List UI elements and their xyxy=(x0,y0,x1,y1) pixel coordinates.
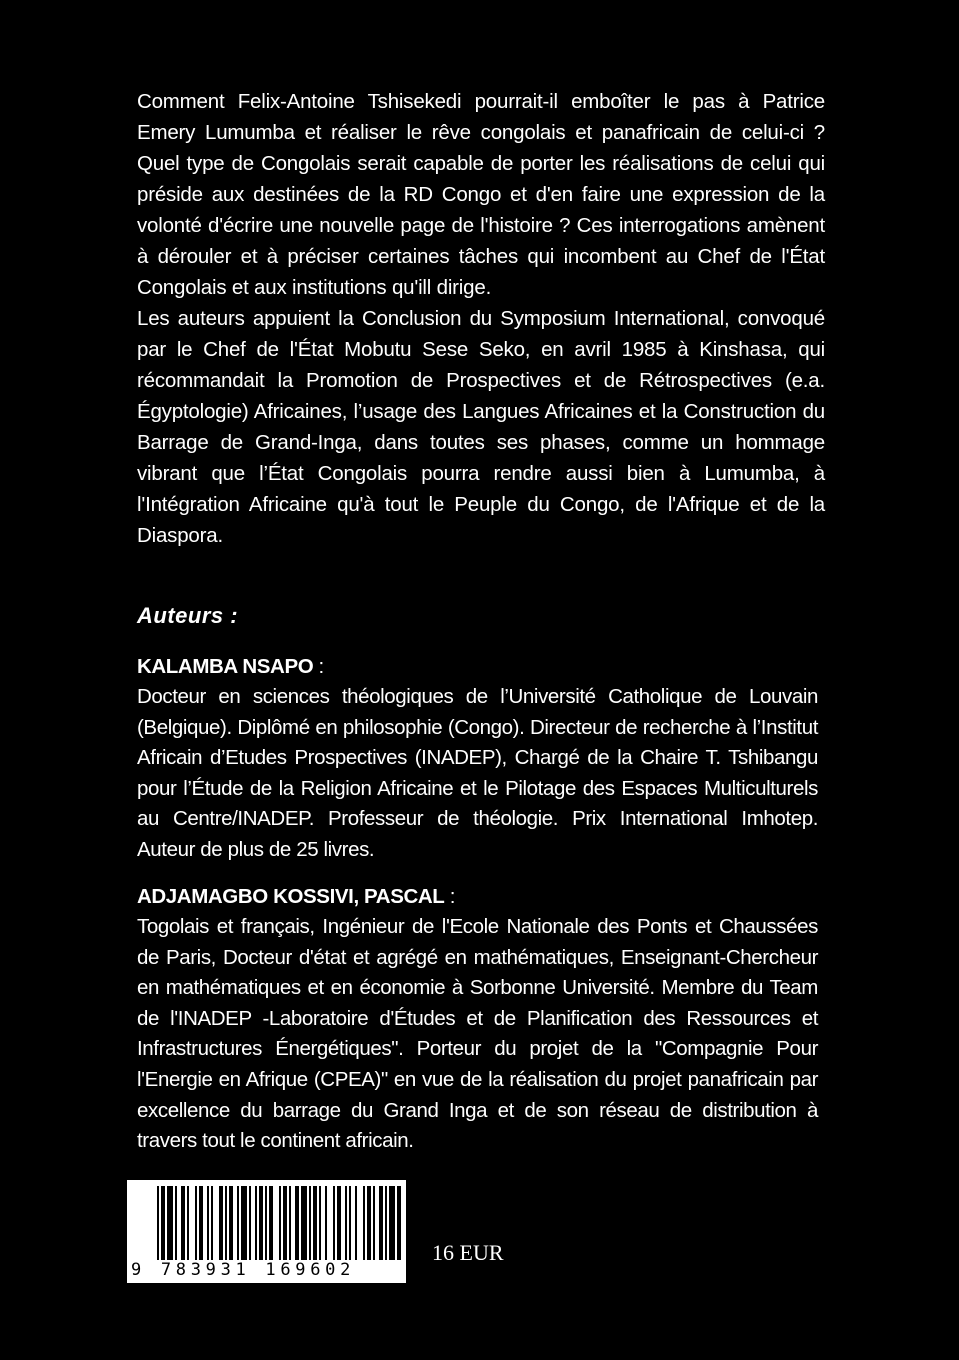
barcode-bar xyxy=(161,1186,165,1260)
barcode-bar xyxy=(379,1186,383,1260)
barcode-bar xyxy=(269,1186,273,1260)
barcode-digits: 9 783931 169602 xyxy=(131,1260,356,1280)
barcode-bar xyxy=(295,1186,299,1260)
barcode-bar xyxy=(157,1186,159,1260)
barcode-bar xyxy=(195,1186,197,1260)
barcode-bar xyxy=(309,1186,311,1260)
author-name-colon: : xyxy=(313,655,324,678)
author-kalamba xyxy=(137,652,818,866)
barcode-bar xyxy=(333,1186,335,1260)
barcode-bar xyxy=(389,1186,395,1260)
barcode-bar xyxy=(265,1186,267,1260)
barcode-bar xyxy=(237,1186,239,1260)
barcode-bar xyxy=(345,1186,347,1260)
barcode-bar xyxy=(249,1186,251,1260)
intro-text xyxy=(137,86,825,551)
barcode-bar xyxy=(211,1186,213,1260)
barcode-bar xyxy=(301,1186,307,1260)
barcode-bar xyxy=(219,1186,223,1260)
barcode-bar xyxy=(255,1186,257,1260)
barcode-bar xyxy=(279,1186,281,1260)
author-name-colon: : xyxy=(444,885,455,908)
barcode-bar xyxy=(181,1186,185,1260)
author-bio: Docteur en sciences théologiques de l’Université Catholique de Louvain (Belgique). Diplômé en philosophie (Congo). Directeur de recherche à l’Institut Africain d’Etudes Prospectives (INADEP), Chargé de la Chaire T. Tshibangu pour l’Étude de la Religion Africaine et le Pilotage des Espaces Multiculturels au Centre/INADEP. Professeur de théologie. Prix International Imhotep. Auteur de plus de 25 livres. xyxy=(137,685,818,861)
barcode-bar xyxy=(367,1186,371,1260)
barcode-bar xyxy=(167,1186,173,1260)
barcode-bar xyxy=(283,1186,287,1260)
barcode-bar xyxy=(319,1186,321,1260)
barcode-bar xyxy=(337,1186,341,1260)
intro-paragraph-1: Comment Felix-Antoine Tshisekedi pourrait-il emboîter le pas à Patrice Emery Lumumba et réaliser le rêve congolais et panafricain de celui-ci ? Quel type de Congolais serait capable de porter les réalisations de celui qui préside aux destinées de la RD Congo et d'en faire une expression de la volonté d'écrire une nouvelle page de l'histoire ? Ces interrogations amènent à dérouler et à préciser certaines tâches qui incombent au Chef de l'État Congolais et aux institutions qu'ill dirige. xyxy=(137,90,825,299)
barcode-bar xyxy=(373,1186,375,1260)
author-name-heading xyxy=(137,882,818,912)
barcode-bar xyxy=(175,1186,177,1260)
price-label: 16 EUR xyxy=(432,1240,504,1265)
barcode-bar xyxy=(349,1186,351,1260)
barcode-bar xyxy=(363,1186,365,1260)
authors-heading: Auteurs : xyxy=(137,603,239,628)
intro-paragraph-2: Les auteurs appuient la Conclusion du Symposium International, convoqué par le Chef de l'État Mobutu Sese Seko, en avril 1985 à Kinshasa, qui récommandait la Promotion de Prospectives et de Rétrospectives (e.a. Égyptologie) Africaines, l’usage des Langues Africaines et la Construction du Barrage de Grand-Inga, dans toutes ses phases, comme un hommage vibrant que l’État Congolais pourra rendre aussi bien à Lumumba, à l'Intégration Africaine qu'à tout le Peuple du Congo, de l'Afrique et de la Diaspora. xyxy=(137,307,825,547)
barcode-bar xyxy=(207,1186,209,1260)
author-adjamagbo xyxy=(137,882,818,1157)
isbn-barcode xyxy=(127,1180,406,1283)
barcode-bar xyxy=(313,1186,317,1260)
barcode-bar xyxy=(229,1186,233,1260)
barcode-bar xyxy=(355,1186,357,1260)
author-bio: Togolais et français, Ingénieur de l'Ecole Nationale des Ponts et Chaussées de Paris, Docteur d'état et agrégé en mathématiques, Enseignant-Chercheur en mathématiques et en économie à Sorbonne Université. Membre du Team de l'INADEP -Laboratoire d'Études et de Planification des Ressources et Infrastructures Énergétiques". Porteur du projet de la "Compagnie Pour l'Energie en Afrique (CPEA)" en vue de la réalisation du projet panafricain par excellence du barrage du Grand Inga et de son réseau de distribution à travers tout le continent africain. xyxy=(137,915,818,1153)
author-name: ADJAMAGBO KOSSIVI, PASCAL xyxy=(137,885,445,908)
barcode-bar xyxy=(289,1186,291,1260)
author-name-heading xyxy=(137,652,818,682)
barcode-bar xyxy=(325,1186,327,1260)
author-name: KALAMBA NSAPO xyxy=(137,655,314,678)
barcode-bar xyxy=(241,1186,247,1260)
barcode-bars xyxy=(127,1180,406,1262)
barcode-bar xyxy=(199,1186,203,1260)
barcode-bar xyxy=(187,1186,189,1260)
barcode-bar xyxy=(385,1186,387,1260)
barcode-bar xyxy=(397,1186,401,1260)
barcode-bar xyxy=(225,1186,227,1260)
barcode-bar xyxy=(259,1186,263,1260)
